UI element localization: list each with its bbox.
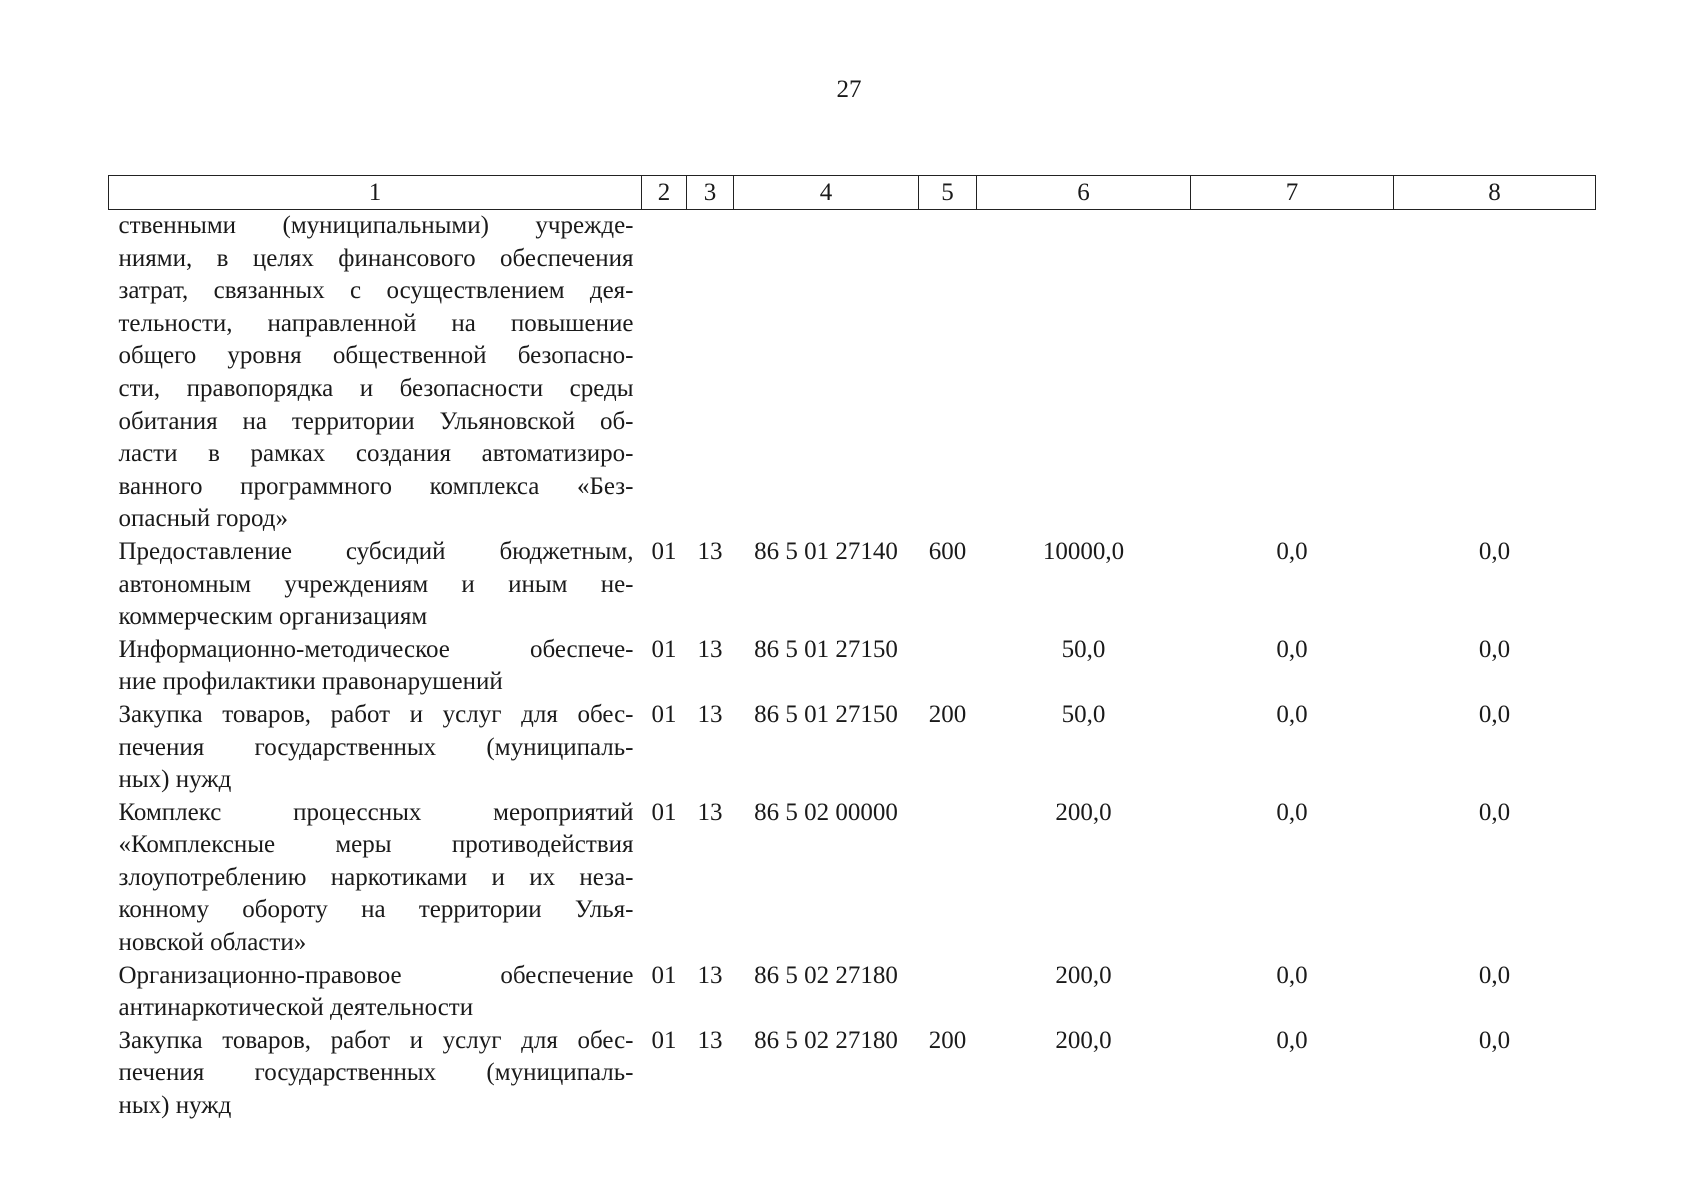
description-line: затрат, связанных с осуществлением дея- xyxy=(118,277,634,305)
target-article-code: 86 5 01 27140 xyxy=(754,537,898,565)
description-line: коммерческим организациям xyxy=(118,603,428,631)
subsection-code: 13 xyxy=(697,961,723,989)
column-header-7: 7 xyxy=(1191,176,1394,210)
description-line: ласти в рамках создания автоматизиро- xyxy=(118,440,634,468)
description-line: печения государственных (муниципаль- xyxy=(118,733,634,761)
column-header-6: 6 xyxy=(977,176,1191,210)
target-article-code: 86 5 01 27150 xyxy=(754,635,898,663)
budget-table xyxy=(108,175,1596,1123)
expense-type-code xyxy=(919,634,977,699)
amount-col-8: 0,0 xyxy=(1478,961,1511,989)
amount-col-6: 50,0 xyxy=(1061,635,1106,663)
column-header-2: 2 xyxy=(642,176,687,210)
table-row xyxy=(109,797,1596,960)
amount-col-8: 0,0 xyxy=(1478,700,1511,728)
amount-col-7: 0,0 xyxy=(1276,961,1308,989)
amount-col-6: 200,0 xyxy=(1055,1026,1112,1054)
expense-type-code: 200 xyxy=(928,700,967,728)
row-description xyxy=(109,960,642,1025)
description-line: Организационно-правовое обеспечение xyxy=(118,961,634,989)
description-line: автономным учреждениям и иным не- xyxy=(118,570,634,598)
description-line: Комплекс процессных мероприятий xyxy=(118,798,634,826)
row-description xyxy=(109,536,642,634)
description-line: антинаркотической деятельности xyxy=(118,994,474,1022)
description-line: Закупка товаров, работ и услуг для обес- xyxy=(118,1026,634,1054)
section-code: 01 xyxy=(651,961,677,989)
row-description xyxy=(109,1025,642,1123)
target-article-code: 86 5 02 27180 xyxy=(754,1026,898,1054)
description-line: новской области» xyxy=(118,929,307,957)
page-number: 27 xyxy=(836,76,862,103)
amount-col-7: 0,0 xyxy=(1276,537,1308,565)
description-line: ных) нужд xyxy=(118,1092,232,1120)
expense-type-code xyxy=(919,797,977,960)
table-body xyxy=(109,210,1596,1123)
section-code: 01 xyxy=(651,537,677,565)
description-line: ниями, в целях финансового обеспечения xyxy=(118,244,634,272)
description-line: сти, правопорядка и безопасности среды xyxy=(118,374,634,402)
amount-col-7: 0,0 xyxy=(1276,700,1308,728)
target-article-code: 86 5 01 27150 xyxy=(754,700,898,728)
table-row xyxy=(109,1025,1596,1123)
section-code: 01 xyxy=(651,700,677,728)
section-code: 01 xyxy=(651,798,677,826)
amount-col-8: 0,0 xyxy=(1478,537,1511,565)
expense-type-code xyxy=(919,960,977,1025)
table-row xyxy=(109,960,1596,1025)
section-code: 01 xyxy=(651,635,677,663)
amount-col-6: 10000,0 xyxy=(1042,537,1125,565)
row-description xyxy=(109,797,642,960)
column-header-5: 5 xyxy=(919,176,977,210)
description-line: «Комплексные меры противодействия xyxy=(118,831,634,859)
description-line: Предоставление субсидий бюджетным, xyxy=(118,537,634,565)
amount-col-8: 0,0 xyxy=(1478,1026,1511,1054)
expense-type-code: 200 xyxy=(928,1026,967,1054)
row-description xyxy=(109,699,642,797)
row-description xyxy=(109,634,642,699)
amount-col-7: 0,0 xyxy=(1276,635,1308,663)
amount-col-6: 200,0 xyxy=(1055,798,1112,826)
subsection-code: 13 xyxy=(697,700,723,728)
table-row-continuation xyxy=(109,210,1596,536)
description-line: Закупка товаров, работ и услуг для обес- xyxy=(118,700,634,728)
amount-col-6: 50,0 xyxy=(1061,700,1106,728)
subsection-code: 13 xyxy=(697,537,723,565)
description-line: тельности, направленной на повышение xyxy=(118,309,634,337)
description-line: злоупотреблению наркотиками и их неза- xyxy=(118,863,634,891)
description-line: общего уровня общественной безопасно- xyxy=(118,342,634,370)
amount-col-7: 0,0 xyxy=(1276,1026,1308,1054)
description-line: конному обороту на территории Улья- xyxy=(118,896,634,924)
section-code: 01 xyxy=(651,1026,677,1054)
description-line: Информационно-методическое обеспече- xyxy=(118,635,634,663)
table-row xyxy=(109,536,1596,634)
subsection-code: 13 xyxy=(697,1026,723,1054)
subsection-code: 13 xyxy=(697,798,723,826)
amount-col-7: 0,0 xyxy=(1276,798,1308,826)
subsection-code: 13 xyxy=(697,635,723,663)
column-header-3: 3 xyxy=(687,176,734,210)
column-header-8: 8 xyxy=(1394,176,1596,210)
description-line: ванного программного комплекса «Без- xyxy=(118,472,634,500)
amount-col-8: 0,0 xyxy=(1478,798,1511,826)
column-header-1: 1 xyxy=(109,176,642,210)
description-line: ние профилактики правонарушений xyxy=(118,668,503,696)
row-description xyxy=(109,210,642,536)
amount-col-6: 200,0 xyxy=(1055,961,1112,989)
column-header-4: 4 xyxy=(734,176,919,210)
description-line: обитания на территории Ульяновской об- xyxy=(118,407,634,435)
description-line: ственными (муниципальными) учрежде- xyxy=(118,212,634,239)
expense-type-code: 600 xyxy=(928,537,967,565)
table-row xyxy=(109,634,1596,699)
table-header xyxy=(109,176,1596,210)
target-article-code: 86 5 02 00000 xyxy=(754,798,898,826)
amount-col-8: 0,0 xyxy=(1478,635,1511,663)
description-line: ных) нужд xyxy=(118,766,232,794)
target-article-code: 86 5 02 27180 xyxy=(754,961,898,989)
description-line: печения государственных (муниципаль- xyxy=(118,1059,634,1087)
table-row xyxy=(109,699,1596,797)
description-line: опасный город» xyxy=(118,505,289,533)
